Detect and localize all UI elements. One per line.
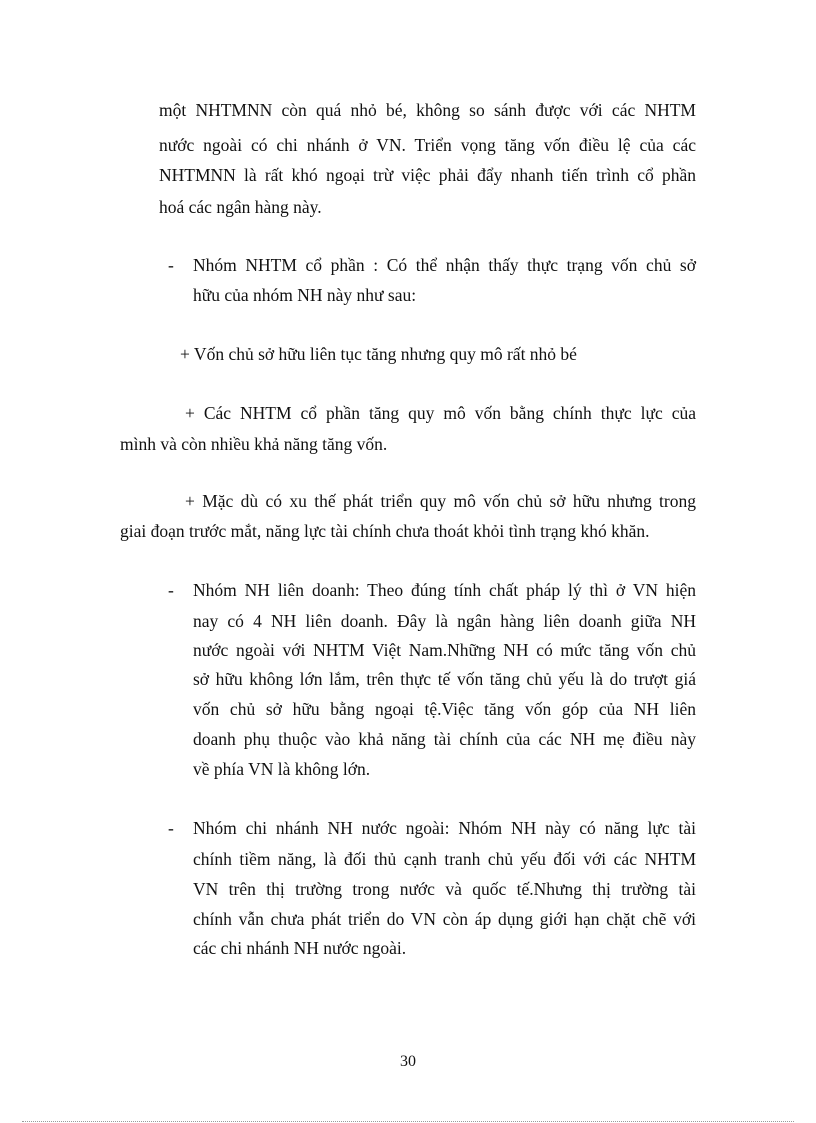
- text-line: hữu của nhóm NH này như sau:: [193, 285, 417, 305]
- text-line: sở hữu không lớn lắm, trên thực tế vốn tăng chủ yếu là do trượt giá: [193, 669, 696, 689]
- page-number: 30: [400, 1053, 416, 1070]
- text-line: Nhóm NHTM cổ phần : Có thể nhận thấy thực trạng vốn chủ sở: [193, 255, 696, 275]
- text-line: nay có 4 NH liên doanh. Đây là ngân hàng liên doanh giữa NH: [193, 611, 696, 631]
- list-dash: -: [168, 818, 174, 838]
- list-dash: -: [168, 580, 174, 600]
- text-line: về phía VN là không lớn.: [193, 759, 371, 779]
- text-line: VN trên thị trường trong nước và quốc tế.Nhưng thị trường tài: [193, 879, 696, 899]
- text-line: + Các NHTM cổ phần tăng quy mô vốn bằng chính thực lực của: [185, 403, 696, 423]
- text-line: các chi nhánh NH nước ngoài.: [193, 938, 407, 958]
- text-line: vốn chủ sở hữu bằng ngoại tệ.Việc tăng vốn góp của NH liên: [193, 699, 696, 719]
- text-line: chính tiềm năng, là đối thủ cạnh tranh chủ yếu đối với các NHTM: [193, 849, 696, 869]
- list-dash: -: [168, 255, 174, 275]
- text-line: + Vốn chủ sở hữu liên tục tăng nhưng quy mô rất nhỏ bé: [180, 344, 577, 364]
- text-line: Nhóm chi nhánh NH nước ngoài: Nhóm NH này có năng lực tài: [193, 818, 696, 838]
- text-line: doanh phụ thuộc vào khả năng tài chính của các NH mẹ điều này: [193, 729, 696, 749]
- text-line: mình và còn nhiều khả năng tăng vốn.: [120, 434, 388, 454]
- text-line: nước ngoài với NHTM Việt Nam.Những NH có mức tăng vốn chủ: [193, 640, 696, 660]
- text-line: hoá các ngân hàng này.: [159, 197, 322, 217]
- text-line: nước ngoài có chi nhánh ở VN. Triển vọng tăng vốn điều lệ của các: [159, 135, 696, 155]
- page-bottom-rule: [22, 1121, 794, 1122]
- text-line: NHTMNN là rất khó ngoại trừ việc phải đẩy nhanh tiến trình cổ phần: [159, 165, 696, 185]
- text-line: một NHTMNN còn quá nhỏ bé, không so sánh được với các NHTM: [159, 100, 696, 120]
- text-line: + Mặc dù có xu thế phát triển quy mô vốn chủ sở hữu nhưng trong: [185, 491, 696, 511]
- text-line: giai đoạn trước mắt, năng lực tài chính chưa thoát khỏi tình trạng khó khăn.: [120, 521, 650, 541]
- text-line: chính vẫn chưa phát triển do VN còn áp dụng giới hạn chặt chẽ với: [193, 909, 696, 929]
- text-line: Nhóm NH liên doanh: Theo đúng tính chất pháp lý thì ở VN hiện: [193, 580, 696, 600]
